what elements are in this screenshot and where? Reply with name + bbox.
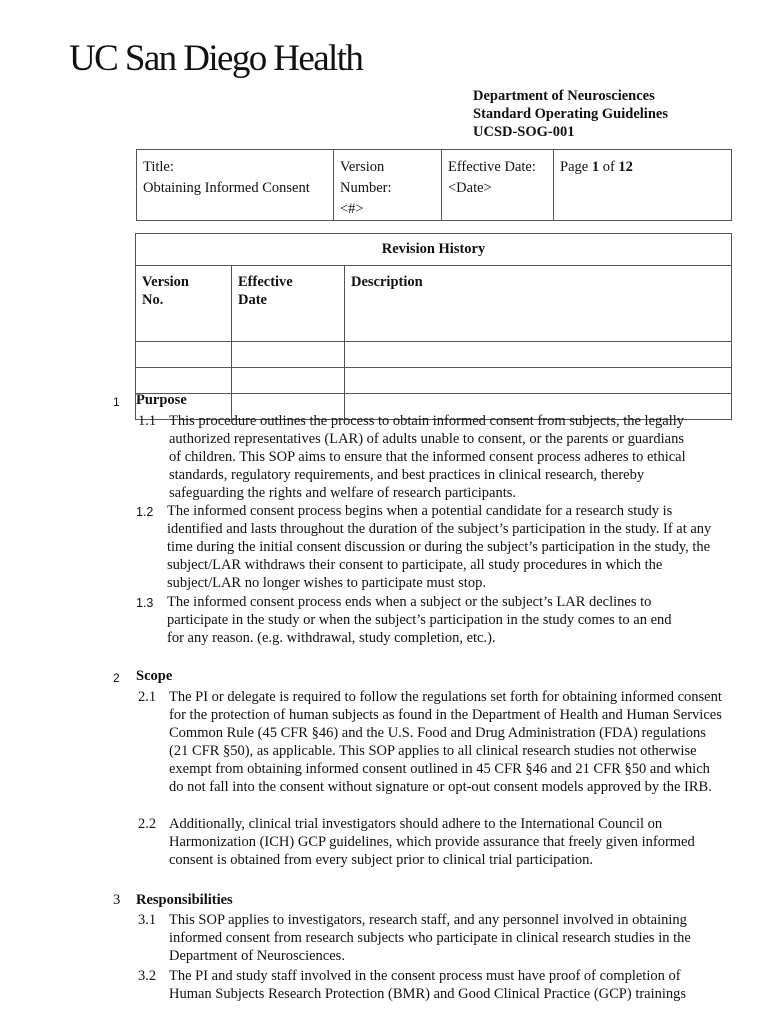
col-effective-date-label: Effective Date	[238, 274, 293, 308]
paragraph-1-3-number: 1.3	[136, 596, 154, 610]
version-cell	[334, 150, 442, 221]
section-1-number: 1	[113, 395, 120, 409]
title-label: Title:	[143, 159, 174, 175]
paragraph-2-1-number: 2.1	[138, 689, 157, 705]
col-effective-date	[232, 266, 345, 342]
col-description-label: Description	[351, 274, 423, 290]
effective-date-cell	[442, 150, 554, 221]
paragraph-2-1-text: The PI or delegate is required to follow the regulations set forth for obtaining informed consent for the protection of human subjects as found in the Department of Health and Human Services Common Rule (45 CFR §46) and the U.S. Food and Drug Administration (FDA) regulations (21 CFR §50), as applicable. This SOP applies to all clinical research studies not otherwise exempt from obtaining informed consent outlined in 45 CFR §46 and 21 CFR §50 and which do not fall into the consent without signature or opt-out consent models approved by the IRB.	[169, 689, 722, 795]
paragraph-1-3	[136, 593, 730, 647]
paragraph-3-2	[138, 967, 728, 1003]
version-label: Version Number:	[340, 159, 392, 196]
uc-san-diego-health-logo: UC San Diego Health	[69, 38, 363, 79]
paragraph-3-1-text: This SOP applies to investigators, research staff, and any personnel involved in obtaining informed consent from research subjects who participate in clinical research studies in the Department of Neurosciences.	[169, 912, 691, 964]
col-version-no	[136, 266, 232, 342]
section-2-title: Scope	[136, 668, 173, 684]
paragraph-1-2	[136, 502, 730, 592]
paragraph-2-2-number: 2.2	[138, 816, 157, 832]
revision-history-table	[135, 233, 732, 420]
page-cell	[554, 150, 732, 221]
section-3-title: Responsibilities	[136, 892, 233, 908]
paragraph-3-1	[138, 911, 728, 965]
paragraph-3-2-number: 3.2	[138, 968, 157, 984]
page-of: of	[599, 159, 619, 175]
table-cell	[345, 368, 732, 394]
document-id: UCSD-SOG-001	[473, 124, 575, 140]
paragraph-2-2-text: Additionally, clinical trial investigators should adhere to the International Council on Harmonization (ICH) GCP guidelines, which provide assurance that freely given informed consent is obtained from every subject prior to clinical trial participation.	[169, 816, 695, 868]
table-cell	[136, 368, 232, 394]
table-cell	[345, 342, 732, 368]
paragraph-1-1	[138, 412, 728, 502]
section-1-title: Purpose	[136, 392, 187, 408]
table-cell	[136, 342, 232, 368]
paragraph-1-1-number: 1.1	[138, 413, 157, 429]
paragraph-3-1-number: 3.1	[138, 912, 157, 928]
page-number: 1	[591, 159, 600, 175]
document-series: Standard Operating Guidelines	[473, 106, 668, 122]
department-name: Department of Neurosciences	[473, 88, 655, 104]
paragraph-2-1	[138, 688, 728, 796]
paragraph-1-2-text: The informed consent process begins when a potential candidate for a research study is identified and lasts throughout the duration of the subject’s participation in the study. If at any time during the initial consent discussion or during the subject’s participation in the study, the subject/LAR withdraws their consent to participate, all study procedures in which the subject/LAR no longer wishes to participate must stop.	[167, 503, 712, 591]
department-header	[473, 87, 668, 141]
paragraph-2-2	[138, 815, 728, 869]
title-cell	[137, 150, 334, 221]
effective-date-value: <Date>	[448, 180, 492, 196]
paragraph-1-3-text: The informed consent process ends when a subject or the subject’s LAR declines to participate in the study or when the subject’s participation in the study comes to an end for any reason. (e.g. withdrawal, study completion, etc.).	[167, 594, 672, 646]
paragraph-1-1-text: This procedure outlines the process to obtain informed consent from subjects, the legally authorized representatives (LAR) of adults unable to consent, or the parents or guardians of children. This SOP aims to ensure that the informed consent process adheres to ethical standards, regulatory requirements, and best practices in clinical research, thereby safeguarding the rights and welfare of research participants.	[169, 413, 686, 501]
section-2-number: 2	[113, 671, 120, 685]
table-row	[136, 368, 732, 394]
table-row	[136, 342, 732, 368]
table-cell	[232, 368, 345, 394]
title-value: Obtaining Informed Consent	[143, 180, 310, 196]
document-header-table	[136, 149, 732, 221]
section-3-number: 3	[113, 892, 121, 908]
table-cell	[232, 342, 345, 368]
col-version-no-label: Version No.	[142, 274, 189, 308]
revision-history-caption: Revision History	[136, 234, 732, 266]
paragraph-3-2-text: The PI and study staff involved in the consent process must have proof of completion of Human Subjects Research Protection (BMR) and Good Clinical Practice (GCP) trainings	[169, 968, 687, 1002]
effective-date-label: Effective Date:	[448, 159, 536, 175]
col-description	[345, 266, 732, 342]
page-prefix: Page	[560, 159, 592, 175]
page-total: 12	[618, 159, 633, 175]
paragraph-1-2-number: 1.2	[136, 505, 154, 519]
version-value: <#>	[340, 201, 364, 217]
